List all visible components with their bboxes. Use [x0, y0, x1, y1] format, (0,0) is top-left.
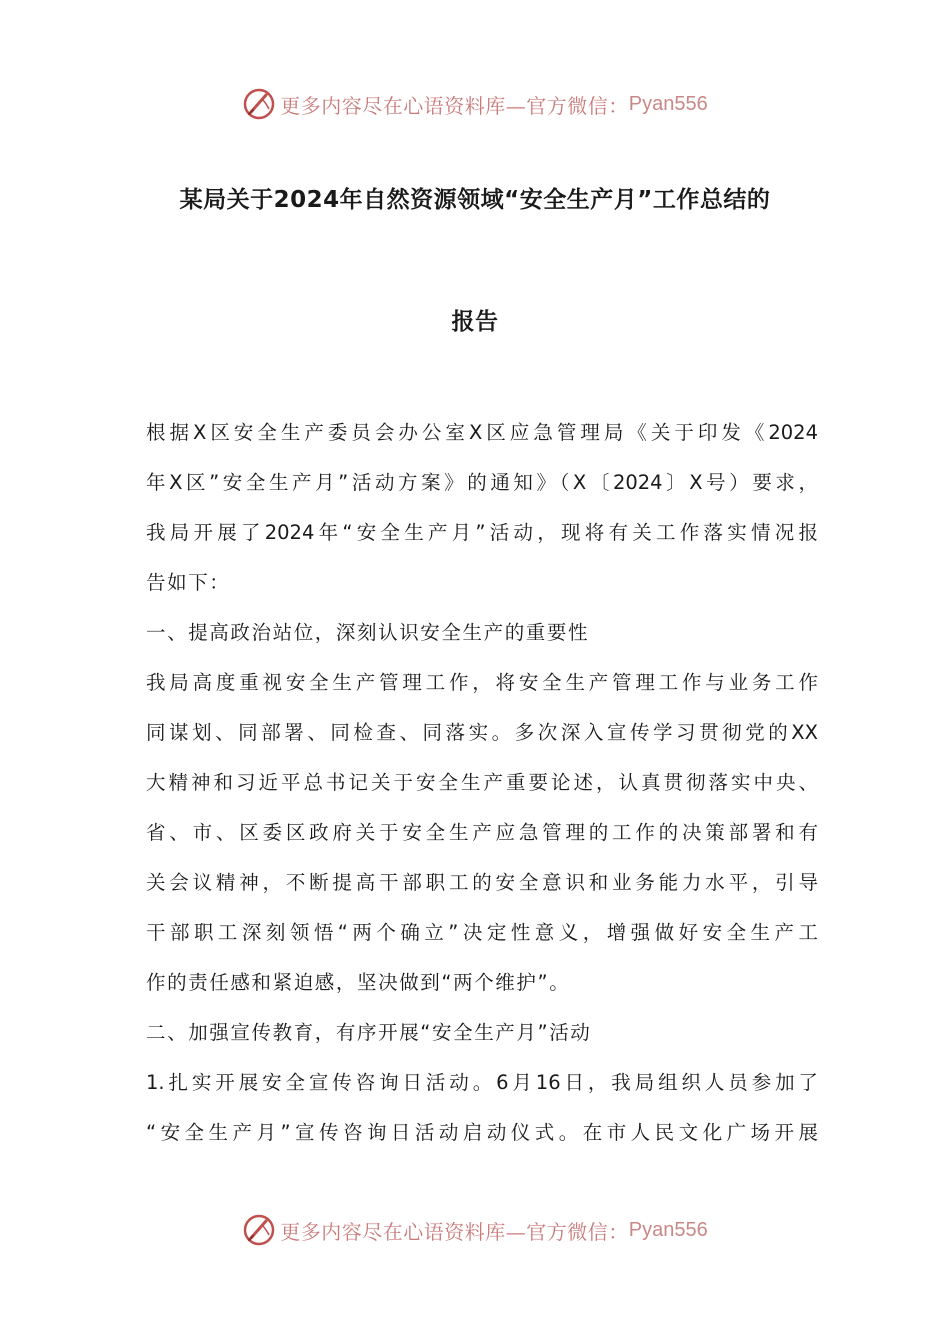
- document-title-line-1: 某局关于2024年自然资源领域“安全生产月”工作总结的: [179, 187, 771, 213]
- body-line: 关会议精神，不断提高干部职工的安全意识和业务能力水平，引导: [146, 871, 818, 894]
- document-body: [146, 414, 818, 1164]
- watermark-wechat-id: Pyan556: [628, 92, 708, 115]
- watermark-text: 更多内容尽在心语资料库—官方微信：: [280, 1219, 629, 1244]
- body-line: 我局高度重视安全生产管理工作，将安全生产管理工作与业务工作: [146, 671, 818, 694]
- body-line: 干部职工深刻领悟“两个确立”决定性意义，增强做好安全生产工: [146, 921, 818, 944]
- body-line: 年X区”安全生产月”活动方案》的通知》（X〔2024〕X号）要求，: [146, 471, 818, 494]
- body-line: 作的责任感和紧迫感，坚决做到“两个维护”。: [146, 971, 571, 994]
- header-watermark: [0, 84, 950, 124]
- body-line: 同谋划、同部署、同检查、同落实。多次深入宣传学习贯彻党的XX: [146, 721, 818, 744]
- body-line: 省、市、区委区政府关于安全生产应急管理的工作的决策部署和有: [146, 821, 818, 844]
- footer-watermark: [0, 1210, 950, 1250]
- document-title-line-2: 报告: [451, 309, 499, 335]
- body-line: 根据X区安全生产委员会办公室X区应急管理局《关于印发《2024: [146, 421, 818, 444]
- body-line: 我局开展了2024年“安全生产月”活动，现将有关工作落实情况报: [146, 521, 818, 544]
- body-line: “安全生产月”宣传咨询日活动启动仪式。在市人民文化广场开展: [146, 1121, 818, 1144]
- section-heading: 二、加强宣传教育，有序开展“安全生产月”活动: [146, 1021, 592, 1044]
- body-line: 告如下：: [146, 571, 231, 594]
- body-line: 1.扎实开展安全宣传咨询日活动。6月16日，我局组织人员参加了: [146, 1071, 818, 1094]
- section-heading: 一、提高政治站位，深刻认识安全生产的重要性: [146, 621, 590, 644]
- watermark-text: 更多内容尽在心语资料库—官方微信：: [280, 93, 629, 118]
- pen-logo-icon: [242, 1213, 276, 1247]
- pen-logo-icon: [242, 87, 276, 121]
- watermark-wechat-id: Pyan556: [628, 1218, 708, 1241]
- body-line: 大精神和习近平总书记关于安全生产重要论述，认真贯彻落实中央、: [146, 771, 818, 794]
